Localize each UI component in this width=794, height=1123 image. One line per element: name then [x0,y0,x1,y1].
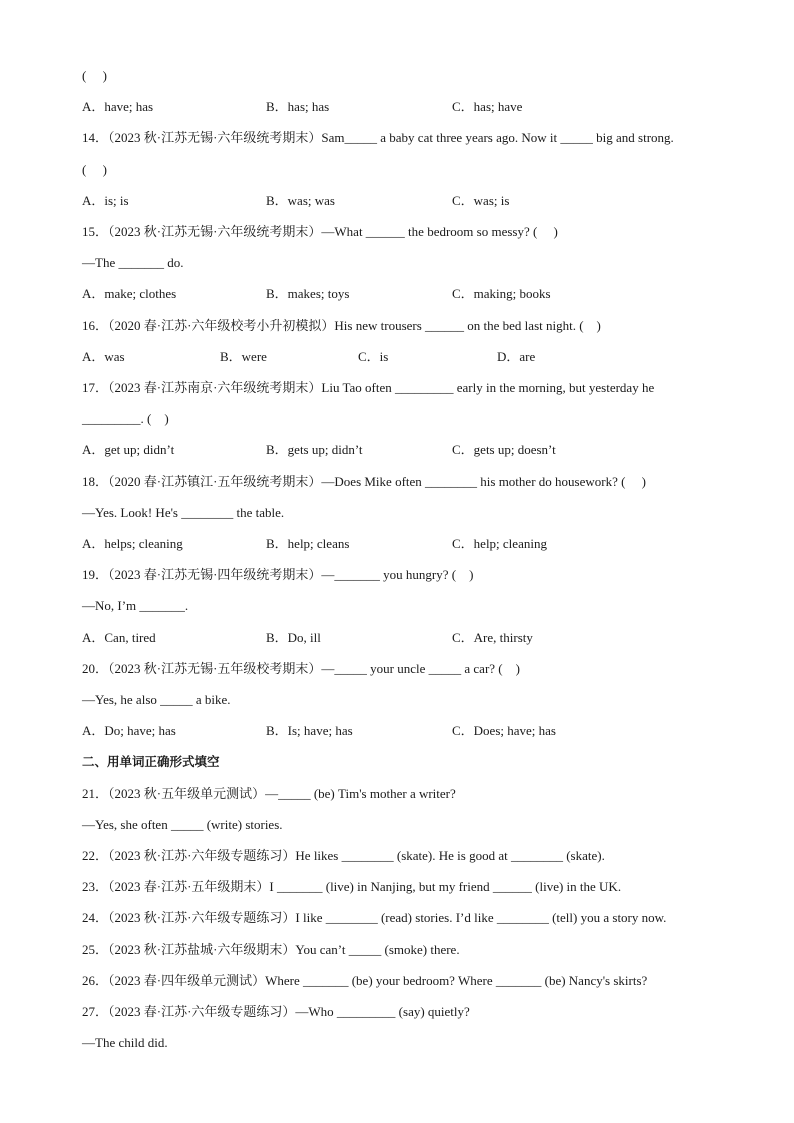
answer-option: D．are [497,349,536,364]
answer-option: B．makes; toys [266,286,350,301]
answer-option: A．get up; didn’t [82,442,175,457]
answer-option: C．is [358,349,389,364]
answer-option: B．help; cleans [266,536,350,551]
question-line: —The child did. [82,1035,168,1050]
question-line: —The _______ do. [82,255,184,270]
answer-option: A．have; has [82,99,154,114]
question-line: 27．（2023 春·江苏·六年级专题练习）—Who _________ (say) quietly? [82,1004,470,1019]
question-line: 22．（2023 秋·江苏·六年级专题练习）He likes ________ (skate). He is good at ________ (skate). [82,848,605,863]
answer-option: A．Do; have; has [82,723,176,738]
answer-option: B．Do, ill [266,630,321,645]
section-heading: 二、用单词正确形式填空 [82,754,220,769]
answer-option: C．Are, thirsty [452,630,533,645]
question-line: 26．（2023 春·四年级单元测试）Where _______ (be) your bedroom? Where _______ (be) Nancy's skirts? [82,973,648,988]
answer-option: A．helps; cleaning [82,536,183,551]
answer-option: B．gets up; didn’t [266,442,363,457]
question-line: 20．（2023 秋·江苏无锡·五年级校考期末）—_____ your uncle _____ a car? ( ) [82,661,520,676]
answer-option: C．making; books [452,286,551,301]
question-line: 19．（2023 春·江苏无锡·四年级统考期末）—_______ you hungry? ( ) [82,567,474,582]
question-line: ( ) [82,162,107,177]
answer-option: A．was [82,349,125,364]
question-line: 16．（2020 春·江苏·六年级校考小升初模拟）His new trousers ______ on the bed last night. ( ) [82,318,601,333]
answer-option: B．Is; have; has [266,723,353,738]
question-line: _________. ( ) [82,411,169,426]
answer-option: A．is; is [82,193,129,208]
answer-option: C．was; is [452,193,510,208]
question-line: —Yes, he also _____ a bike. [82,692,231,707]
answer-option: A．Can, tired [82,630,156,645]
answer-option: B．was; was [266,193,335,208]
answer-option: C．help; cleaning [452,536,547,551]
question-line: 14．（2023 秋·江苏无锡·六年级统考期末）Sam_____ a baby cat three years ago. Now it _____ big and strong. [82,130,674,145]
question-line: 24．（2023 秋·江苏·六年级专题练习）I like ________ (read) stories. I’d like ________ (tell) you a story now. [82,910,667,925]
question-line: —Yes. Look! He's ________ the table. [82,505,285,520]
question-line: —Yes, she often _____ (write) stories. [82,817,283,832]
question-line: 25．（2023 秋·江苏盐城·六年级期末）You can’t _____ (smoke) there. [82,942,460,957]
question-line: 23．（2023 春·江苏·五年级期末）I _______ (live) in Nanjing, but my friend ______ (live) in the UK. [82,879,622,894]
answer-option: B．were [220,349,267,364]
question-line: 15．（2023 秋·江苏无锡·六年级统考期末）—What ______ the bedroom so messy? ( ) [82,224,558,239]
question-line: 17．（2023 春·江苏南京·六年级统考期末）Liu Tao often _________ early in the morning, but yesterday he [82,380,655,395]
answer-option: C．gets up; doesn’t [452,442,556,457]
question-line: 21．（2023 秋·五年级单元测试）—_____ (be) Tim's mother a writer? [82,786,456,801]
answer-option: A．make; clothes [82,286,177,301]
answer-option: C．has; have [452,99,523,114]
question-line: 18．（2020 春·江苏镇江·五年级统考期末）—Does Mike often ________ his mother do housework? ( ) [82,474,646,489]
answer-option: B．has; has [266,99,330,114]
answer-option: C．Does; have; has [452,723,556,738]
question-line: —No, I’m _______. [82,598,189,613]
question-line: ( ) [82,68,107,83]
